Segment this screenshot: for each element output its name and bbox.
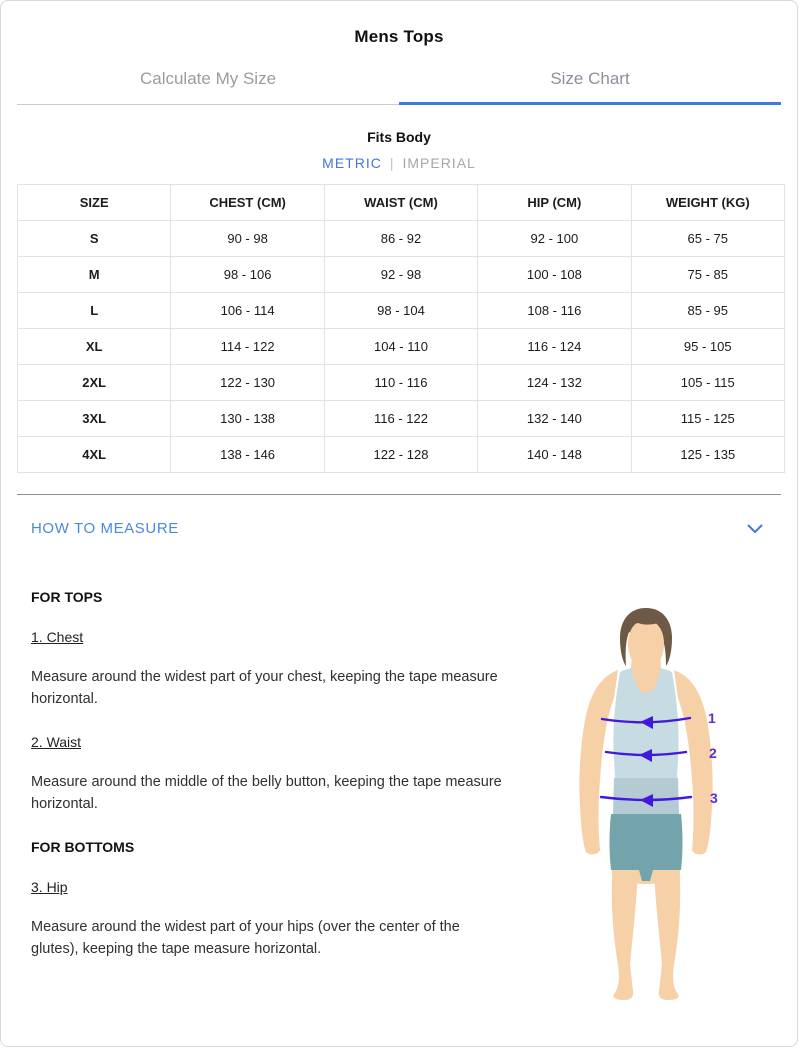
heading-for-tops: FOR TOPS bbox=[31, 589, 103, 605]
weight-cell: 85 - 95 bbox=[631, 293, 784, 329]
section-divider bbox=[17, 494, 781, 495]
chest-cell: 98 - 106 bbox=[171, 257, 324, 293]
table-row bbox=[18, 365, 785, 401]
figure-left-leg bbox=[612, 862, 638, 1000]
unit-separator: | bbox=[389, 155, 395, 171]
tab-bar bbox=[17, 69, 781, 105]
column-header-size: SIZE bbox=[18, 185, 171, 221]
size-cell: 4XL bbox=[18, 437, 171, 473]
tab-size-chart[interactable]: Size Chart bbox=[399, 69, 781, 105]
hip-cell: 92 - 100 bbox=[478, 221, 631, 257]
waist-cell: 122 - 128 bbox=[324, 437, 477, 473]
unit-imperial[interactable]: IMPERIAL bbox=[402, 155, 476, 171]
label-chest: 1. Chest bbox=[31, 629, 84, 645]
heading-for-bottoms: FOR BOTTOMS bbox=[31, 839, 135, 855]
size-cell: 3XL bbox=[18, 401, 171, 437]
chest-cell: 106 - 114 bbox=[171, 293, 324, 329]
weight-cell: 75 - 85 bbox=[631, 257, 784, 293]
weight-cell: 65 - 75 bbox=[631, 221, 784, 257]
hip-cell: 100 - 108 bbox=[478, 257, 631, 293]
chest-cell: 122 - 130 bbox=[171, 365, 324, 401]
weight-cell: 105 - 115 bbox=[631, 365, 784, 401]
chevron-down-icon[interactable] bbox=[747, 524, 763, 534]
weight-cell: 125 - 135 bbox=[631, 437, 784, 473]
male-figure-illustration bbox=[556, 600, 786, 1005]
how-to-measure-title: HOW TO MEASURE bbox=[31, 520, 179, 537]
table-header-row bbox=[18, 185, 785, 221]
weight-cell: 95 - 105 bbox=[631, 329, 784, 365]
chest-cell: 138 - 146 bbox=[171, 437, 324, 473]
waist-cell: 86 - 92 bbox=[324, 221, 477, 257]
waist-cell: 110 - 116 bbox=[324, 365, 477, 401]
figure-tank-band bbox=[613, 778, 679, 814]
label-waist: 2. Waist bbox=[31, 734, 82, 750]
column-header-hip: HIP (CM) bbox=[478, 185, 631, 221]
waist-cell: 104 - 110 bbox=[324, 329, 477, 365]
text-chest: Measure around the widest part of your chest, keeping the tape measure horizontal. bbox=[31, 669, 498, 707]
hip-cell: 116 - 124 bbox=[478, 329, 631, 365]
column-header-waist: WAIST (CM) bbox=[324, 185, 477, 221]
text-hip: Measure around the widest part of your hips (over the center of the glutes), keeping the tape measure horizontal. bbox=[31, 919, 460, 957]
chest-cell: 130 - 138 bbox=[171, 401, 324, 437]
size-cell: 2XL bbox=[18, 365, 171, 401]
table-row bbox=[18, 293, 785, 329]
table-row bbox=[18, 437, 785, 473]
column-header-weight: WEIGHT (KG) bbox=[631, 185, 784, 221]
hip-cell: 108 - 116 bbox=[478, 293, 631, 329]
chest-cell: 114 - 122 bbox=[171, 329, 324, 365]
table-row bbox=[18, 257, 785, 293]
waist-cell: 116 - 122 bbox=[324, 401, 477, 437]
marker-1: 1 bbox=[708, 710, 716, 726]
figure-right-leg bbox=[654, 862, 680, 1000]
size-cell: XL bbox=[18, 329, 171, 365]
tab-calculate-my-size[interactable]: Calculate My Size bbox=[17, 69, 399, 105]
body-measurement-figure bbox=[556, 600, 786, 1005]
size-cell: M bbox=[18, 257, 171, 293]
table-row bbox=[18, 329, 785, 365]
hip-cell: 124 - 132 bbox=[478, 365, 631, 401]
table-row bbox=[18, 221, 785, 257]
column-header-chest: CHEST (CM) bbox=[171, 185, 324, 221]
size-chart-table bbox=[17, 184, 785, 473]
page-title: Mens Tops bbox=[354, 27, 444, 46]
label-hip: 3. Hip bbox=[31, 879, 68, 895]
hip-cell: 140 - 148 bbox=[478, 437, 631, 473]
how-to-measure-expander[interactable] bbox=[31, 520, 767, 537]
chest-cell: 90 - 98 bbox=[171, 221, 324, 257]
marker-3: 3 bbox=[710, 790, 718, 806]
hip-cell: 132 - 140 bbox=[478, 401, 631, 437]
fits-body-label: Fits Body bbox=[367, 129, 431, 145]
size-cell: S bbox=[18, 221, 171, 257]
waist-cell: 98 - 104 bbox=[324, 293, 477, 329]
waist-cell: 92 - 98 bbox=[324, 257, 477, 293]
unit-metric[interactable]: METRIC bbox=[322, 155, 382, 171]
unit-toggle bbox=[1, 155, 797, 171]
text-waist: Measure around the middle of the belly button, keeping the tape measure horizontal. bbox=[31, 774, 502, 812]
table-row bbox=[18, 401, 785, 437]
size-cell: L bbox=[18, 293, 171, 329]
marker-2: 2 bbox=[709, 745, 717, 761]
weight-cell: 115 - 125 bbox=[631, 401, 784, 437]
